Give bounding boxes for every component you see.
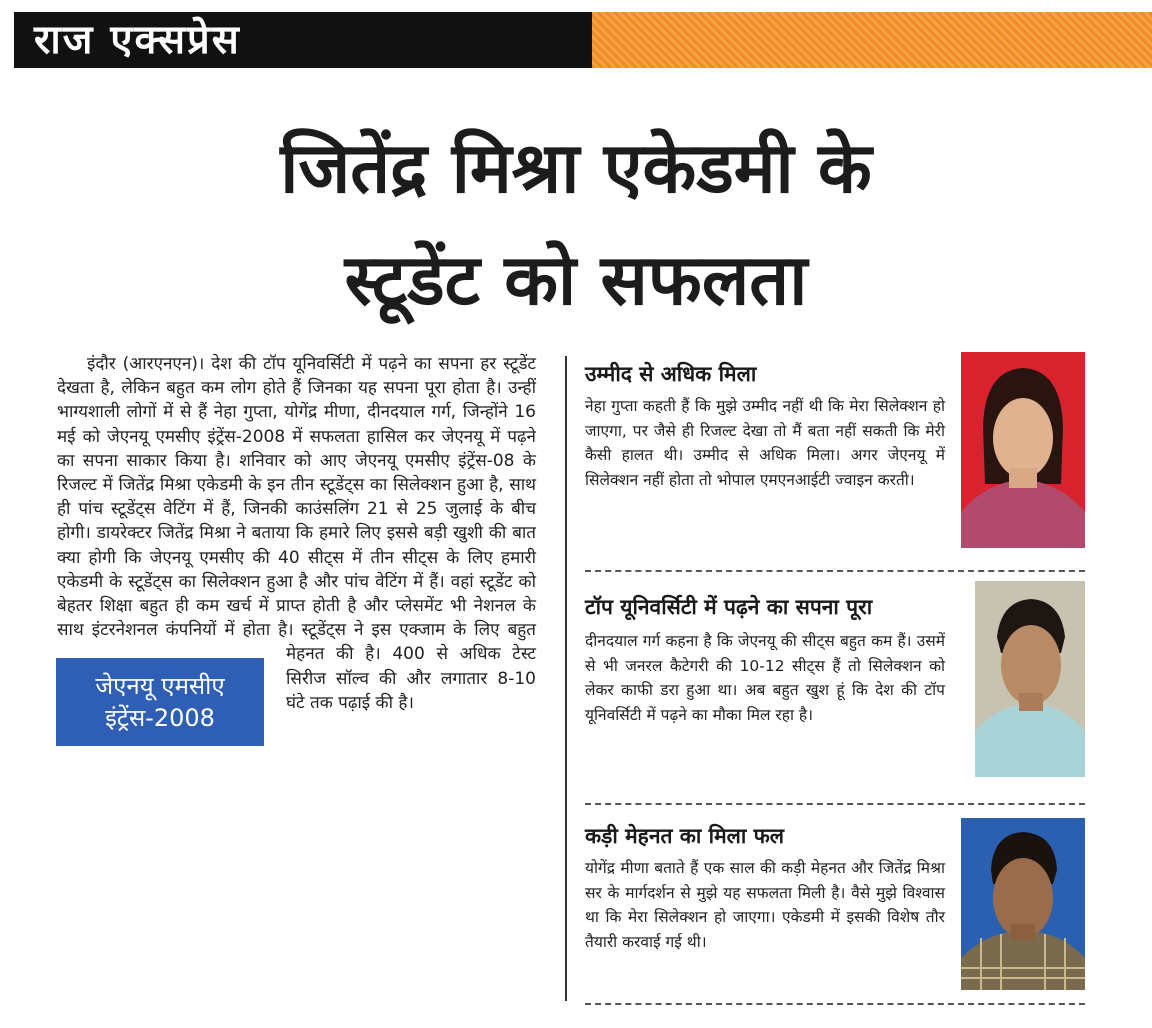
article-text: इंदौर (आरएनएन)। देश की टॉप यूनिवर्सिटी में पढ़ने का सपना हर स्टूडेंट देखता है, लेकिन बहुत कम लोग होते हैं जिनका यह सपना पूरा होता है। उन्हीं भाग्यशाली लोगों में से हैं नेहा गुप्ता, योगेंद्र मीणा, दीनदयाल गर्ग, जिन्होंने 16 मई को जेएनयू एमसीए इंट्रेंस-2008 में सफलता हासिल कर जेएनयू में पढ़ने का सपना साकार किया है। शनिवार को आए जेएनयू एमसीए इंट्रेंस-08 के रिजल्ट में जितेंद्र मिश्रा एकेडमी के इन तीन स्टूडेंट्स का सिलेक्शन हुआ है, साथ ही पांच स्टूडेंट्स वेटिंग में हैं, जिनकी काउंसलिंग 21 से 25 जुलाई के बीच होगी। डायरेक्टर जितेंद्र मिश्रा ने बताया कि हमारे लिए इससे बड़ी खुशी की बात क्या होगी कि जेएनयू एमसीए की 40 सीट्स में तीन सीट्स के लिए हमारी एकेडमी के स्टूडेंट्स का सिलेक्शन हुआ है और पांच वेटिंग में हैं। वहां स्टूडेंट को बेहतर शिक्षा बहुत ही कम खर्च में प्राप्त होती है और प्लेसमेंट भी नेशनल के साथ इंटरनेशनल कंपनियों में होता है। स्टूडेंट्स ने इस एक्जाम के लिए बहुत मेहनत की है। 400 से अधिक टेस्ट सिरीज सॉल्व की और लगातार 8-10 घंटे तक पढ़ाई की है। (57, 354, 536, 713)
column-divider (565, 356, 567, 1001)
sidebar-item-yogendra (585, 822, 1085, 997)
masthead (14, 12, 1152, 68)
portrait-photo (961, 352, 1085, 548)
sidebar-title: कड़ी मेहनत का मिला फल (585, 824, 785, 848)
sidebar-body: दीनदयाल गर्ग कहना है कि जेएनयू की सीट्स बहुत कम हैं। उसमें से भी जनरल कैटेगरी की 10-12 सीट्स हैं तो सिलेक्शन को लेकर काफी डरा हुआ था। अब बहुत खुश हूं कि देश की टॉप यूनिवर्सिटी में पढ़ने का मौका मिल रहा है। (585, 632, 945, 724)
sidebar-body: योगेंद्र मीणा बताते हैं एक साल की कड़ी मेहनत और जितेंद्र मिश्रा सर के मार्गदर्शन से मुझे यह सफलता मिली है। वैसे मुझे विश्वास था कि मेरा सिलेक्शन हो जाएगा। एकेडमी में इसकी विशेष तौर तैयारी करवाई गई थी। (585, 859, 945, 951)
sidebar-title: टॉप यूनिवर्सिटी में पढ़ने का सपना पूरा (585, 595, 873, 619)
highlight-box-line-1: जेएनयू एमसीए (95, 672, 225, 700)
article-body (56, 352, 536, 754)
sidebar-item-deendayal (585, 593, 1085, 783)
section-divider (585, 570, 1085, 572)
sidebar-body: नेहा गुप्ता कहती हैं कि मुझे उम्मीद नहीं थी कि मेरा सिलेक्शन हो जाएगा, पर जैसे ही रिजल्ट देखा तो मैं बता नहीं सकती कि मेरी कैसी हालत थी। उम्मीद से अधिक मिला। अगर जेएनयू में सिलेक्शन नहीं होता तो भोपाल एमएनआईटी ज्वाइन करती। (585, 397, 945, 489)
sidebar-title: उम्मीद से अधिक मिला (585, 362, 757, 386)
portrait-photo (975, 581, 1085, 777)
sidebar-item-neha (585, 360, 1085, 555)
masthead-title: राज एक्सप्रेस (14, 12, 592, 68)
highlight-box-line-2: इंट्रेंस-2008 (105, 704, 215, 732)
headline-line-2: स्टूडेंट को सफलता (344, 239, 808, 321)
section-divider (585, 1003, 1085, 1005)
highlight-box (56, 658, 264, 746)
portrait-photo (961, 818, 1085, 990)
masthead-band (592, 12, 1152, 68)
section-divider (585, 803, 1085, 805)
headline (0, 112, 1152, 336)
headline-line-1: जितेंद्र मिश्रा एकेडमी के (280, 127, 872, 209)
